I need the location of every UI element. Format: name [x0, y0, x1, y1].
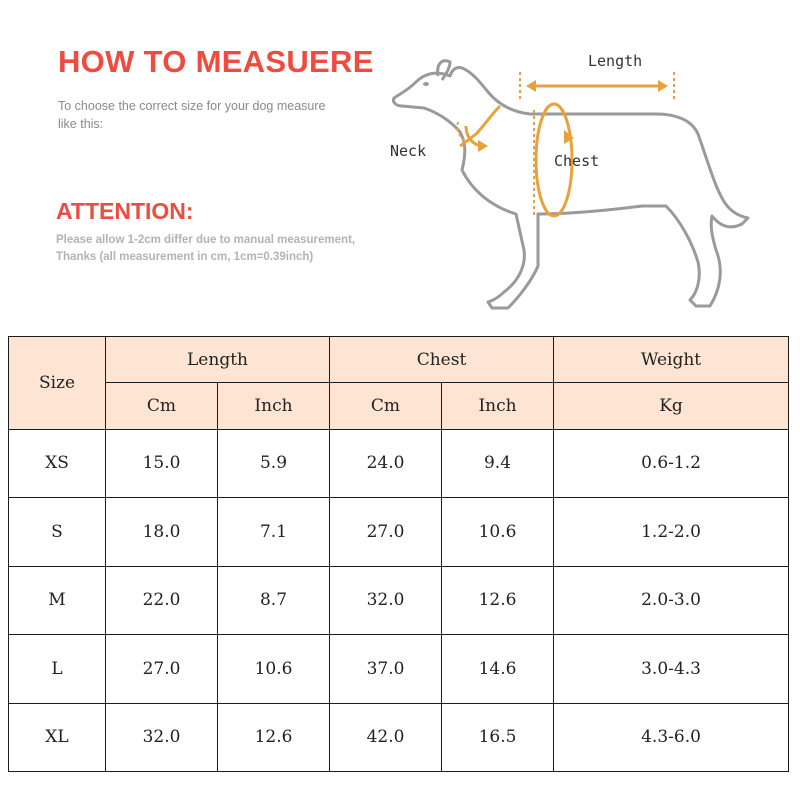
- table-row: [9, 703, 789, 772]
- unit-header-chest-cm: Cm: [330, 383, 442, 429]
- table-row: [9, 635, 789, 703]
- unit-header-length-inch: Inch: [218, 383, 330, 429]
- unit-header-chest-inch: Inch: [442, 383, 554, 429]
- size-chart-table: [8, 336, 789, 772]
- chest-inch-cell: 12.6: [442, 566, 554, 634]
- length-cm-cell: 27.0: [106, 635, 218, 703]
- dog-measurement-diagram: [380, 30, 760, 330]
- length-cm-cell: 22.0: [106, 566, 218, 634]
- chest-cm-cell: 24.0: [330, 429, 442, 497]
- chest-inch-cell: 9.4: [442, 429, 554, 497]
- weight-cell: 4.3-6.0: [554, 703, 789, 772]
- size-cell: L: [9, 635, 106, 703]
- size-cell: S: [9, 498, 106, 566]
- measurement-note: [56, 232, 416, 266]
- attention-heading: ATTENTION:: [56, 198, 194, 224]
- chest-inch-cell: 16.5: [442, 703, 554, 772]
- table-row: [9, 498, 789, 566]
- length-header: Length: [106, 337, 330, 383]
- length-inch-cell: 5.9: [218, 429, 330, 497]
- table-row: [9, 429, 789, 497]
- weight-cell: 1.2-2.0: [554, 498, 789, 566]
- note-line-2: Thanks (all measurement in cm, 1cm=0.39inch): [56, 251, 314, 263]
- neck-label: Neck: [390, 142, 427, 160]
- chest-cm-cell: 42.0: [330, 703, 442, 772]
- length-inch-cell: 8.7: [218, 566, 330, 634]
- unit-header-length-cm: Cm: [106, 383, 218, 429]
- length-label: Length: [588, 52, 643, 70]
- chest-cm-cell: 32.0: [330, 566, 442, 634]
- weight-header: Weight: [554, 337, 789, 383]
- length-cm-cell: 15.0: [106, 429, 218, 497]
- chest-inch-cell: 14.6: [442, 635, 554, 703]
- length-inch-cell: 10.6: [218, 635, 330, 703]
- weight-cell: 3.0-4.3: [554, 635, 789, 703]
- length-cm-cell: 18.0: [106, 498, 218, 566]
- length-cm-cell: 32.0: [106, 703, 218, 772]
- chest-cm-cell: 37.0: [330, 635, 442, 703]
- weight-cell: 2.0-3.0: [554, 566, 789, 634]
- size-header: Size: [9, 337, 106, 430]
- page-title: HOW TO MEASUERE: [58, 44, 374, 79]
- chest-cm-cell: 27.0: [330, 498, 442, 566]
- note-line-1: Please allow 1-2cm differ due to manual measurement,: [56, 234, 356, 246]
- length-inch-cell: 7.1: [218, 498, 330, 566]
- chest-label: Chest: [554, 152, 600, 170]
- measure-instructions: To choose the correct size for your dog measure like this:: [58, 99, 326, 131]
- size-cell: XS: [9, 429, 106, 497]
- chest-inch-cell: 10.6: [442, 498, 554, 566]
- size-cell: XL: [9, 703, 106, 772]
- unit-header-weight-kg: Kg: [554, 383, 789, 429]
- chest-header: Chest: [330, 337, 554, 383]
- length-inch-cell: 12.6: [218, 703, 330, 772]
- table-row: [9, 566, 789, 634]
- weight-cell: 0.6-1.2: [554, 429, 789, 497]
- size-cell: M: [9, 566, 106, 634]
